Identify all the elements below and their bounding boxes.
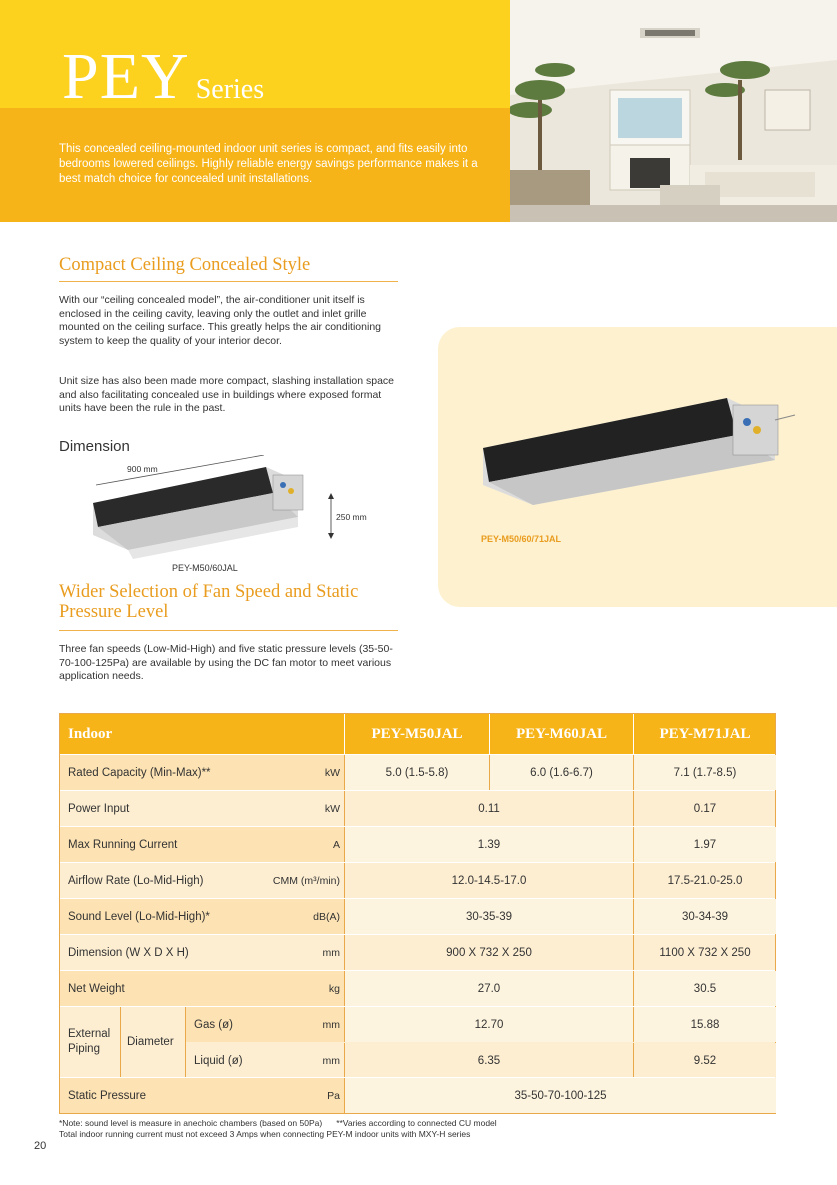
dimension-caption: PEY-M50/60JAL <box>172 563 238 573</box>
row-value: 0.11 <box>478 802 500 815</box>
series-title-sub: Series <box>195 74 265 105</box>
piping-label <box>68 1007 123 1077</box>
row-unit: kg <box>328 982 340 995</box>
liquid-unit: mm <box>322 1054 340 1067</box>
table-header-row <box>60 714 775 754</box>
gas-value: 12.70 <box>345 1007 633 1042</box>
row-value: 27.0 <box>345 971 633 1006</box>
row-label: Power Input <box>68 802 130 815</box>
row-value: 1.97 <box>634 827 776 862</box>
series-title-main: PEY <box>62 40 190 113</box>
row-value: 1.39 <box>345 827 633 862</box>
piping-label-line1: External <box>68 1028 111 1040</box>
page-header <box>0 0 837 222</box>
row-label: Static Pressure <box>68 1089 146 1102</box>
table-header-model: PEY-M60JAL <box>515 725 608 742</box>
footnotes <box>59 1118 497 1139</box>
table-row <box>60 934 775 970</box>
table-header-model: PEY-M50JAL <box>371 725 463 742</box>
row-unit: Pa <box>327 1089 340 1102</box>
piping-label-line2: Piping <box>68 1043 100 1055</box>
row-value: 12.0-14.5-17.0 <box>451 874 527 887</box>
dimension-height-label: 250 mm <box>336 512 367 522</box>
gas-unit: mm <box>322 1018 340 1031</box>
section-heading-compact: Compact Ceiling Concealed Style <box>59 255 311 275</box>
section-divider <box>59 630 398 631</box>
table-row <box>60 790 775 826</box>
row-label: Net Weight <box>68 982 125 995</box>
gas-label: Gas (ø) <box>194 1018 233 1031</box>
table-row <box>60 862 775 898</box>
row-value: 6.0 (1.6-6.7) <box>490 755 633 790</box>
row-unit: CMM (m³/min) <box>272 874 340 887</box>
liquid-value: 9.52 <box>693 1054 717 1067</box>
spec-table <box>59 713 776 1114</box>
row-label: Airflow Rate (Lo-Mid-High) <box>68 874 204 887</box>
table-row <box>60 970 775 1006</box>
row-value: 1100 X 732 X 250 <box>659 946 751 959</box>
unit-product-image <box>475 380 805 510</box>
section-divider <box>59 281 398 282</box>
row-value: 0.17 <box>693 802 717 815</box>
table-header-model: PEY-M71JAL <box>659 725 751 742</box>
row-unit: kW <box>324 802 340 815</box>
row-value: 35-50-70-100-125 <box>345 1078 776 1113</box>
piping-diameter-label: Diameter <box>127 1036 174 1048</box>
table-row <box>60 826 775 862</box>
table-row <box>60 1077 775 1113</box>
section1-paragraph-2: Unit size has also been made more compact, slashing installation space and also facilitating concealed use in buildings where exposed format units have been the rule in the past. <box>59 375 395 414</box>
series-title <box>62 40 265 113</box>
row-value: 900 X 732 X 250 <box>446 946 532 959</box>
footnote-capacity: **Varies according to connected CU model <box>336 1118 497 1128</box>
table-row <box>60 754 775 790</box>
row-value: 7.1 (1.7-8.5) <box>634 755 776 790</box>
section2-paragraph: Three fan speeds (Low-Mid-High) and five static pressure levels (35-50-70-100-125Pa) are available by using the DC fan motor to meet various application needs. <box>59 643 393 682</box>
room-photo <box>510 0 837 222</box>
liquid-label: Liquid (ø) <box>194 1054 243 1067</box>
section1-paragraph-1: With our “ceiling concealed model”, the air-conditioner unit itself is enclosed in the ceiling cavity, leaving only the outlet and inlet grille mounted on the ceiling surface. This greatly helps the air conditioning system to keep the quality of your interior decor. <box>59 294 381 347</box>
dimension-heading: Dimension <box>59 438 130 455</box>
row-value: 5.0 (1.5-5.8) <box>345 755 489 790</box>
piping-gas-row <box>186 1007 776 1042</box>
row-label: Rated Capacity (Min-Max)** <box>68 766 211 779</box>
gas-value: 15.88 <box>634 1007 776 1042</box>
footnote-sound: *Note: sound level is measure in anechoic chambers (based on 50Pa) <box>59 1118 323 1128</box>
table-row <box>60 898 775 934</box>
section-heading-fan-speed: Wider Selection of Fan Speed and Static Pressure Level <box>59 582 359 622</box>
table-header-indoor: Indoor <box>68 725 113 742</box>
liquid-value: 6.35 <box>477 1054 501 1067</box>
row-unit: mm <box>322 946 340 959</box>
piping-liquid-row <box>186 1043 776 1078</box>
row-label: Max Running Current <box>68 838 178 851</box>
row-value: 17.5-21.0-25.0 <box>667 874 743 887</box>
table-row-piping <box>60 1006 775 1077</box>
row-unit: dB(A) <box>313 910 340 923</box>
series-description: This concealed ceiling-mounted indoor unit series is compact, and fits easily into bedrooms lowered ceilings. Highly reliable energy savings performance makes it a best match choice for concealed unit installations. <box>59 143 478 185</box>
row-label: Dimension (W X D X H) <box>68 946 189 959</box>
row-label: Sound Level (Lo-Mid-High)* <box>68 910 210 923</box>
row-value: 30.5 <box>634 971 776 1006</box>
row-unit: kW <box>324 766 340 779</box>
dimension-width-label: 900 mm <box>127 464 158 474</box>
footnote-current: Total indoor running current must not exceed 3 Amps when connecting PEY-M indoor units with MXY-H series <box>59 1128 471 1139</box>
row-value: 30-35-39 <box>345 899 633 934</box>
page-number: 20 <box>34 1140 47 1152</box>
product-caption: PEY-M50/60/71JAL <box>481 534 562 544</box>
row-unit: A <box>332 838 340 851</box>
row-value: 30-34-39 <box>634 899 776 934</box>
